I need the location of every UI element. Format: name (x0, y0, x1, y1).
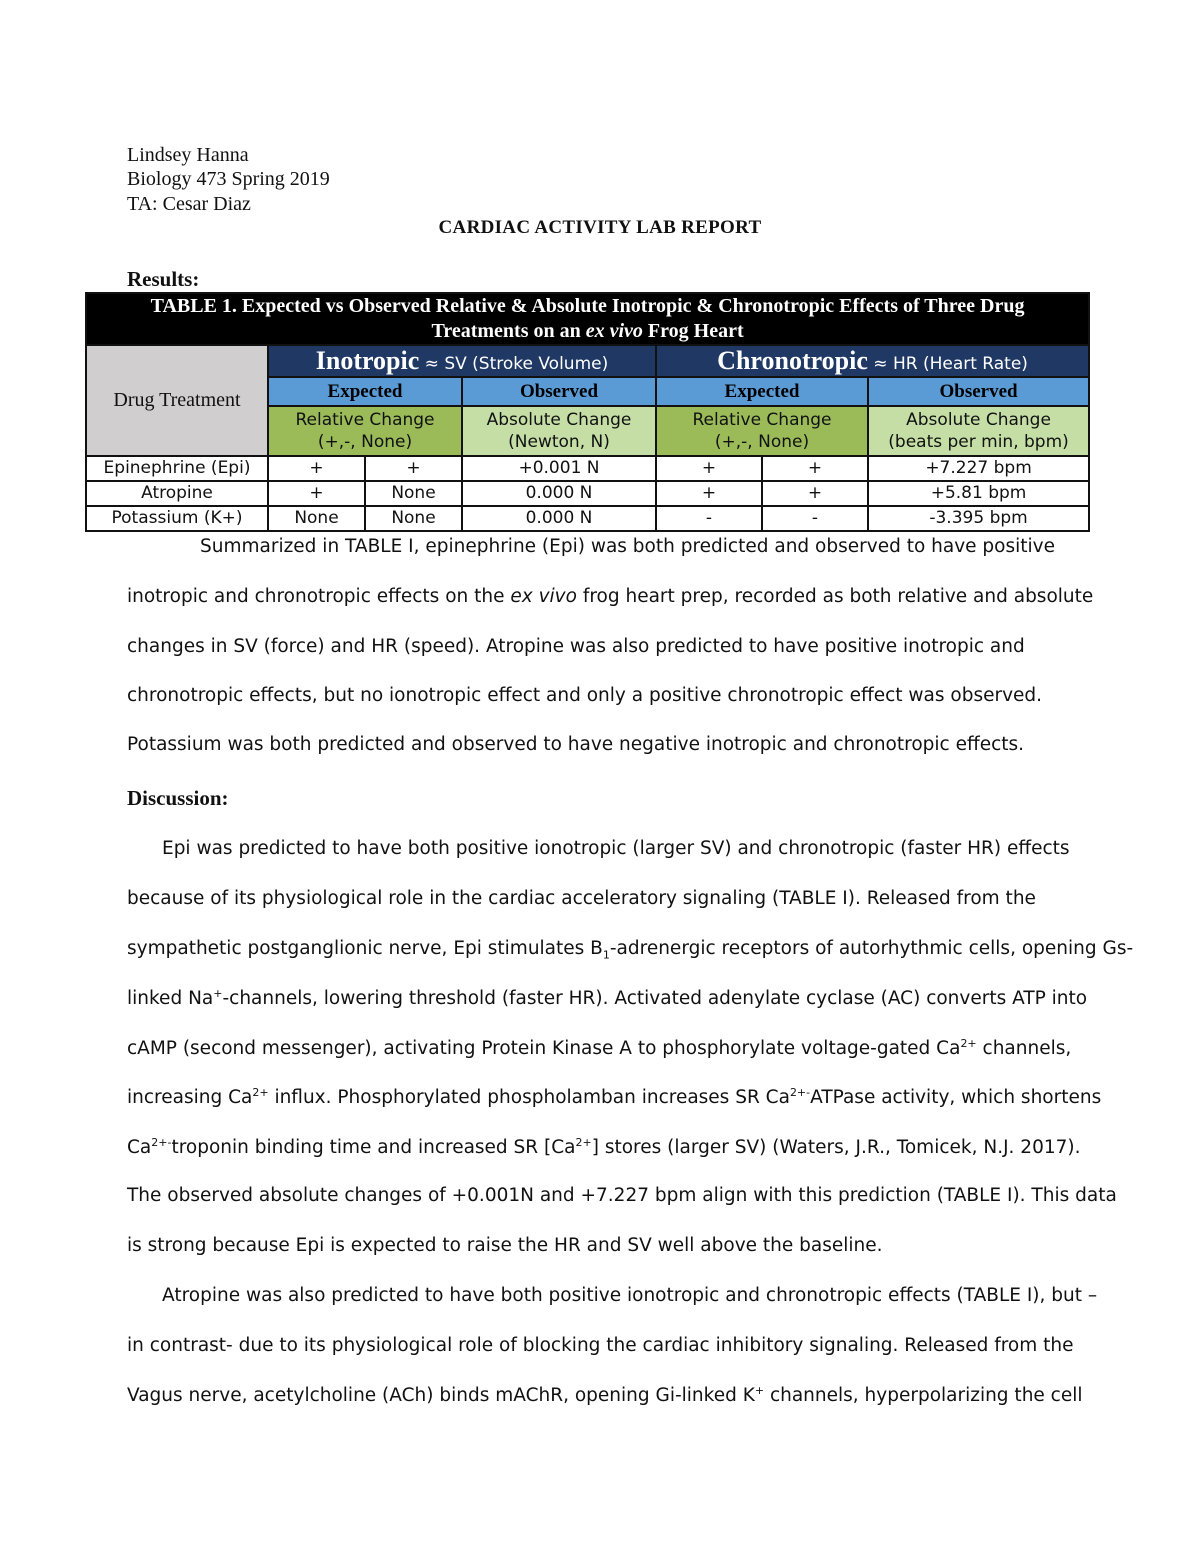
chrono-absolute-cell: +7.227 bpm (868, 456, 1089, 481)
ino-absolute-cell: 0.000 N (462, 481, 656, 506)
text-line: because of its physiological role in the cardiac acceleratory signaling (TABLE I). Released from the (127, 888, 1036, 909)
ino-expected-header: Expected (268, 377, 462, 406)
report-title: CARDIAC ACTIVITY LAB REPORT (438, 217, 762, 238)
chrono-expected-cell: - (656, 506, 762, 531)
chrono-expected-header: Expected (656, 377, 868, 406)
text-line: sympathetic postganglionic nerve, Epi stimulates $B_1$-adrenergic receptors of autorhythmic cells, opening Gs- (127, 938, 1134, 962)
text-line: Summarized in TABLE I, epinephrine (Epi) was both predicted and observed to have positive (200, 536, 1055, 557)
chrono-relative-observed-cell: + (762, 481, 868, 506)
results-paragraph (127, 536, 1094, 766)
text-line: inotropic and chronotropic effects on the ex vivo frog heart prep, recorded as both relative and absolute (127, 586, 1094, 607)
ta-line: TA: Cesar Diaz (127, 193, 251, 215)
ino-relative-observed-cell: None (365, 506, 462, 531)
text-line: increasing $Ca^{2+}$ influx. Phosphorylated phospholamban increases SR $Ca^{2+-}ATPase$ activity, which shortens (127, 1086, 1102, 1109)
text-line: changes in SV (force) and HR (speed). Atropine was also predicted to have positive inotropic and (127, 636, 1025, 657)
results-table (85, 292, 1090, 532)
discussion-paragraph-1 (127, 838, 1134, 1268)
ino-relative-observed-cell: None (365, 481, 462, 506)
text-line: Atropine was also predicted to have both positive ionotropic and chronotropic effects (TABLE I), but – (162, 1285, 1098, 1306)
chrono-relative-observed-cell: + (762, 456, 868, 481)
text-line: is strong because Epi is expected to raise the HR and SV well above the baseline. (127, 1235, 883, 1256)
text-line: in contrast- due to its physiological role of blocking the cardiac inhibitory signaling. Released from the (127, 1335, 1074, 1356)
chrono-absolute-change-header: Absolute Change (beats per min, bpm) (868, 406, 1089, 456)
course-line: Biology 473 Spring 2019 (127, 168, 330, 190)
text-line: $Ca^{2+-}troponin$ binding time and increased SR $[Ca^{2+}]$ stores (larger SV) (Waters, J.R., Tomicek, N.J. 2017). (127, 1136, 1081, 1159)
text-line: The observed absolute changes of +0.001N and +7.227 bpm align with this prediction (TABLE I). This data (127, 1185, 1117, 1206)
chrono-expected-cell: + (656, 456, 762, 481)
chronotropic-header: Chronotropic ≈ HR (Heart Rate) (656, 345, 1089, 377)
drug-cell: Potassium (K+) (86, 506, 268, 531)
table-row (86, 456, 1089, 481)
chrono-absolute-cell: +5.81 bpm (868, 481, 1089, 506)
results-heading: Results: (127, 267, 200, 291)
discussion-heading: Discussion: (127, 786, 229, 810)
drug-cell: Epinephrine (Epi) (86, 456, 268, 481)
chrono-absolute-cell: -3.395 bpm (868, 506, 1089, 531)
ino-absolute-cell: +0.001 N (462, 456, 656, 481)
ino-absolute-cell: 0.000 N (462, 506, 656, 531)
chrono-expected-cell: + (656, 481, 762, 506)
chrono-relative-observed-cell: - (762, 506, 868, 531)
drug-cell: Atropine (86, 481, 268, 506)
ino-relative-observed-cell: + (365, 456, 462, 481)
text-line: Vagus nerve, acetylcholine (ACh) binds mAChR, opening Gi-linked K+ channels, hyperpolarizing the cell (127, 1384, 1083, 1407)
ino-expected-cell: + (268, 481, 365, 506)
text-line: linked Na+-channels, lowering threshold (faster HR). Activated adenylate cyclase (AC) converts ATP into (127, 987, 1088, 1010)
inotropic-header: Inotropic ≈ SV (Stroke Volume) (268, 345, 656, 377)
ino-observed-header: Observed (462, 377, 656, 406)
chrono-observed-header: Observed (868, 377, 1089, 406)
text-line: Epi was predicted to have both positive ionotropic (larger SV) and chronotropic (faster HR) effects (162, 838, 1070, 859)
ino-expected-cell: None (268, 506, 365, 531)
ino-expected-cell: + (268, 456, 365, 481)
table-row (86, 506, 1089, 531)
table-row (86, 481, 1089, 506)
discussion-paragraph-2 (127, 1285, 1098, 1415)
ino-absolute-change-header: Absolute Change (Newton, N) (462, 406, 656, 456)
text-line: Potassium was both predicted and observed to have negative inotropic and chronotropic effects. (127, 734, 1025, 755)
table-caption: TABLE 1. Expected vs Observed Relative & Absolute Inotropic & Chronotropic Effects of Three Drug Treatments on an ex vivo Frog Heart (86, 293, 1089, 345)
text-line: chronotropic effects, but no ionotropic effect and only a positive chronotropic effect was observed. (127, 685, 1043, 706)
author-name: Lindsey Hanna (127, 144, 249, 166)
drug-treatment-header: Drug Treatment (86, 345, 268, 456)
text-line: cAMP (second messenger), activating Protein Kinase A to phosphorylate voltage-gated $Ca^{2+}$ channels, (127, 1037, 1072, 1060)
ino-relative-change-header: Relative Change (+,-, None) (268, 406, 462, 456)
chrono-relative-change-header: Relative Change (+,-, None) (656, 406, 868, 456)
